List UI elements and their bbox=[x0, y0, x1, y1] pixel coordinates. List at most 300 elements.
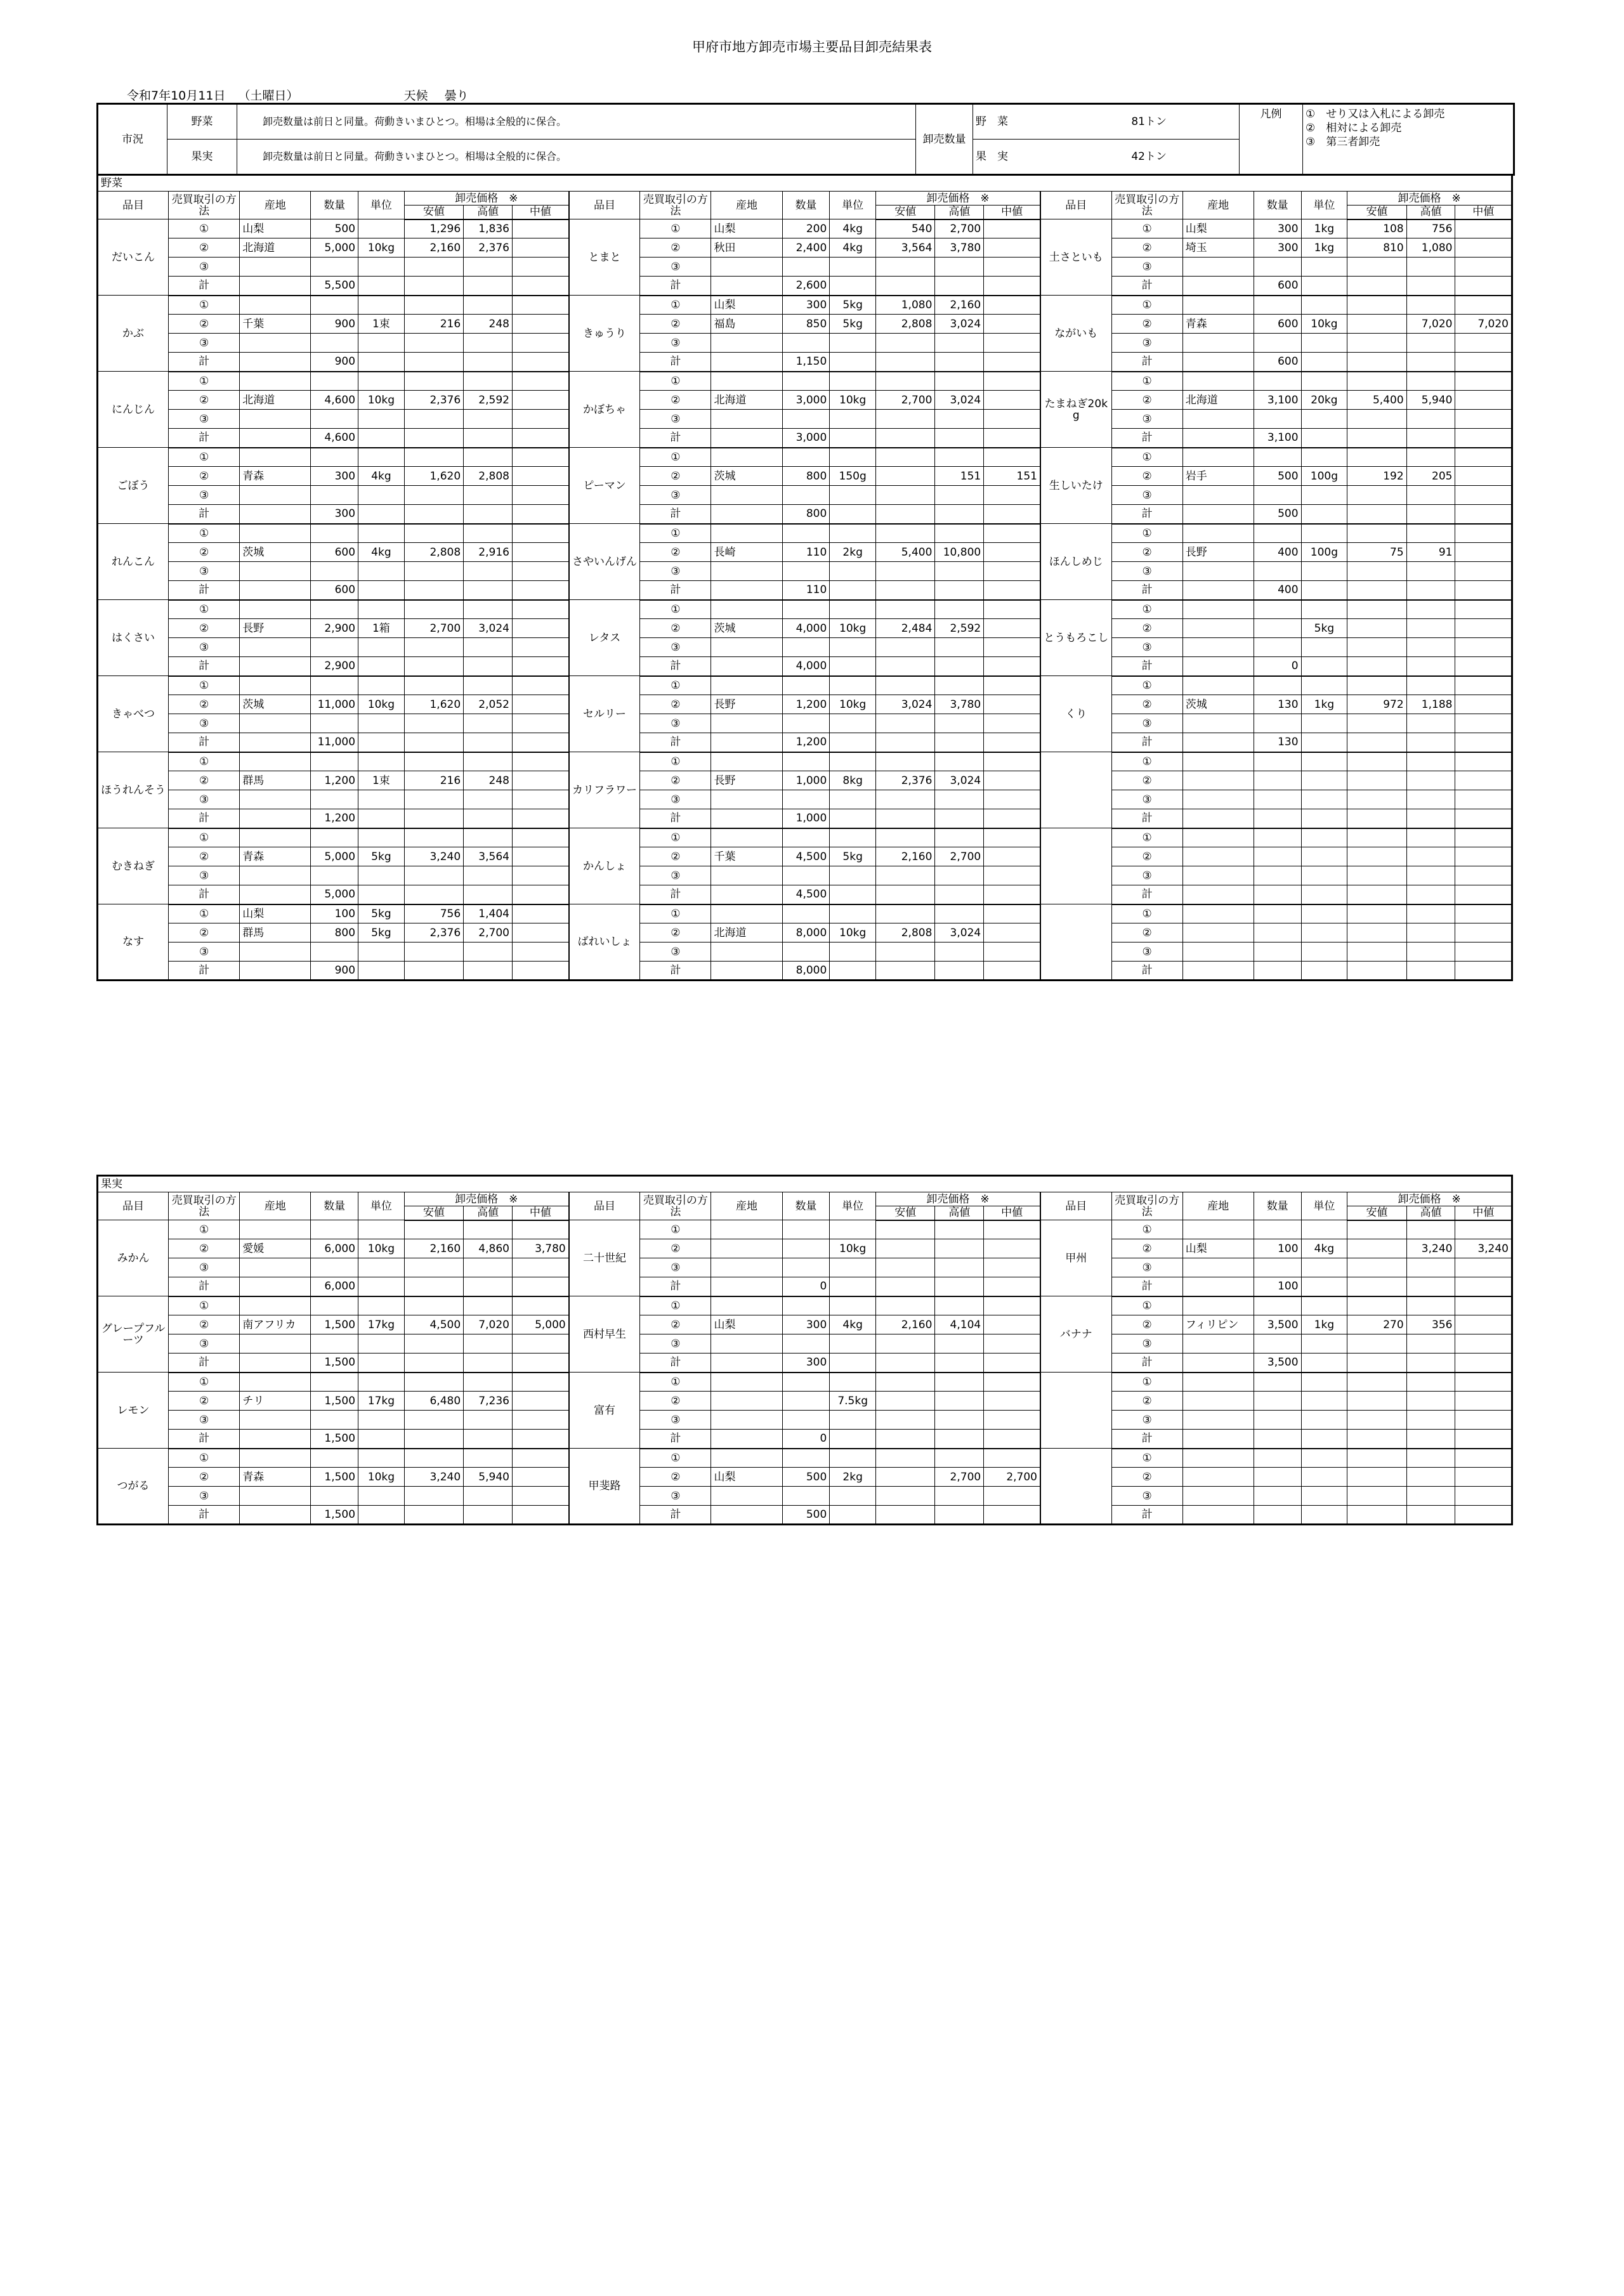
cell-method: ③ bbox=[169, 334, 240, 353]
vegetable-table bbox=[96, 174, 1513, 981]
cell-method: ② bbox=[169, 923, 240, 943]
cell-price-high bbox=[464, 1220, 513, 1239]
cell-price-high bbox=[1406, 714, 1455, 733]
cell-price-mid bbox=[984, 296, 1040, 315]
cell-price-low bbox=[875, 1258, 934, 1277]
cell-price-low bbox=[875, 1353, 934, 1373]
cell-price-mid bbox=[512, 790, 568, 809]
cell-unit bbox=[830, 277, 876, 296]
cell-price-low bbox=[1347, 752, 1406, 771]
cell-unit: 10kg bbox=[830, 923, 876, 943]
cell-unit bbox=[830, 809, 876, 828]
cell-origin: 山梨 bbox=[1182, 1239, 1254, 1258]
cell-price-low bbox=[875, 809, 934, 828]
cell-unit bbox=[1301, 676, 1347, 695]
cell-unit bbox=[830, 1258, 876, 1277]
cell-price-low bbox=[404, 372, 463, 391]
header-origin: 産地 bbox=[711, 192, 782, 219]
cell-price-low bbox=[1347, 1392, 1406, 1411]
cell-unit bbox=[1301, 1392, 1347, 1411]
cell-price-high: 2,376 bbox=[464, 238, 513, 258]
header-low: 安値 bbox=[404, 205, 463, 219]
cell-unit bbox=[830, 885, 876, 904]
cell-unit bbox=[1301, 638, 1347, 657]
cell-method: 計 bbox=[169, 885, 240, 904]
cell-price-high: 4,104 bbox=[935, 1315, 984, 1334]
cell-quantity bbox=[782, 1449, 830, 1468]
cell-method: 計 bbox=[640, 277, 711, 296]
cell-quantity: 1,500 bbox=[311, 1506, 358, 1525]
cell-origin bbox=[1182, 581, 1254, 600]
cell-unit bbox=[830, 1277, 876, 1296]
cell-origin: 茨城 bbox=[1182, 695, 1254, 714]
cell-price-mid bbox=[512, 1353, 568, 1373]
cell-price-mid bbox=[512, 866, 568, 885]
table-row bbox=[98, 1258, 1512, 1277]
cell-unit: 1kg bbox=[1301, 219, 1347, 238]
cell-unit bbox=[830, 1430, 876, 1449]
cell-method: 計 bbox=[1111, 581, 1182, 600]
cell-origin bbox=[240, 505, 311, 524]
cell-method: ③ bbox=[640, 1487, 711, 1506]
cell-unit bbox=[1301, 1334, 1347, 1353]
cell-method: ② bbox=[1111, 391, 1182, 410]
cell-quantity: 8,000 bbox=[782, 923, 830, 943]
header-origin: 産地 bbox=[240, 1192, 311, 1220]
cell-price-high bbox=[464, 752, 513, 771]
cell-origin bbox=[711, 1506, 782, 1525]
cell-unit bbox=[358, 353, 405, 372]
cell-unit bbox=[1301, 505, 1347, 524]
cell-unit: 5kg bbox=[830, 315, 876, 334]
cell-quantity: 900 bbox=[311, 315, 358, 334]
cell-origin bbox=[240, 657, 311, 676]
header-origin: 産地 bbox=[240, 192, 311, 219]
cell-price-mid bbox=[1455, 1277, 1512, 1296]
cell-price-low bbox=[404, 676, 463, 695]
cell-unit bbox=[358, 714, 405, 733]
cell-quantity bbox=[1254, 372, 1301, 391]
cell-method: ② bbox=[169, 238, 240, 258]
cell-price-high bbox=[935, 258, 984, 277]
cell-origin: 福島 bbox=[711, 315, 782, 334]
cell-method: ② bbox=[1111, 543, 1182, 562]
cell-quantity bbox=[782, 524, 830, 543]
cell-price-low bbox=[875, 904, 934, 923]
cell-price-high bbox=[1406, 1487, 1455, 1506]
cell-method: ② bbox=[1111, 695, 1182, 714]
item-name: セルリー bbox=[569, 676, 640, 752]
cell-origin: 愛媛 bbox=[240, 1239, 311, 1258]
cell-origin bbox=[240, 790, 311, 809]
cell-method: ② bbox=[1111, 467, 1182, 486]
cell-price-low bbox=[1347, 1487, 1406, 1506]
cell-origin bbox=[711, 866, 782, 885]
cell-price-high bbox=[935, 429, 984, 448]
cell-method: ③ bbox=[169, 790, 240, 809]
cell-price-high: 356 bbox=[1406, 1315, 1455, 1334]
cell-price-mid bbox=[512, 657, 568, 676]
cell-method: ③ bbox=[640, 1334, 711, 1353]
table-row bbox=[98, 828, 1512, 847]
cell-origin bbox=[711, 334, 782, 353]
header-quantity: 数量 bbox=[1254, 1192, 1301, 1220]
cell-price-low: 2,484 bbox=[875, 619, 934, 638]
cell-origin bbox=[711, 429, 782, 448]
cell-price-low: 3,564 bbox=[875, 238, 934, 258]
cell-price-mid bbox=[984, 657, 1040, 676]
cell-price-high: 7,236 bbox=[464, 1392, 513, 1411]
header-origin: 産地 bbox=[1182, 192, 1254, 219]
cell-unit: 5kg bbox=[358, 923, 405, 943]
cell-price-low bbox=[875, 1239, 934, 1258]
cell-quantity: 300 bbox=[311, 467, 358, 486]
cell-origin bbox=[240, 1411, 311, 1430]
cell-price-low bbox=[404, 866, 463, 885]
cell-unit bbox=[830, 581, 876, 600]
cell-price-mid bbox=[512, 372, 568, 391]
cell-method: ① bbox=[640, 296, 711, 315]
cell-unit bbox=[358, 809, 405, 828]
cell-price-mid bbox=[512, 238, 568, 258]
cell-price-mid bbox=[1455, 1506, 1512, 1525]
cell-price-high bbox=[464, 258, 513, 277]
cell-price-low bbox=[875, 1296, 934, 1315]
cell-price-low: 972 bbox=[1347, 695, 1406, 714]
cell-price-mid bbox=[512, 676, 568, 695]
cell-unit bbox=[1301, 1373, 1347, 1392]
section-label: 野菜 bbox=[98, 175, 1512, 192]
cell-unit bbox=[1301, 581, 1347, 600]
cell-method: ③ bbox=[169, 714, 240, 733]
cell-origin bbox=[1182, 1353, 1254, 1373]
cell-price-high bbox=[1406, 1506, 1455, 1525]
cell-price-low bbox=[875, 657, 934, 676]
cell-price-mid: 151 bbox=[984, 467, 1040, 486]
cell-price-high bbox=[1406, 828, 1455, 847]
header-quantity: 数量 bbox=[782, 192, 830, 219]
cell-quantity: 3,100 bbox=[1254, 429, 1301, 448]
cell-price-low bbox=[1347, 315, 1406, 334]
cell-origin: 長野 bbox=[711, 695, 782, 714]
table-row bbox=[98, 714, 1512, 733]
cell-quantity: 1,500 bbox=[311, 1430, 358, 1449]
cell-origin bbox=[1182, 258, 1254, 277]
cell-origin bbox=[240, 372, 311, 391]
cell-price-low bbox=[875, 600, 934, 619]
cell-origin: 北海道 bbox=[240, 391, 311, 410]
cell-price-mid bbox=[512, 733, 568, 752]
cell-price-high bbox=[464, 714, 513, 733]
cell-price-mid bbox=[1455, 1353, 1512, 1373]
cell-origin: 山梨 bbox=[240, 219, 311, 238]
cell-quantity: 4,000 bbox=[782, 619, 830, 638]
cell-price-mid bbox=[512, 1373, 568, 1392]
cell-quantity: 1,000 bbox=[782, 809, 830, 828]
cell-price-mid bbox=[984, 638, 1040, 657]
cell-price-high bbox=[1406, 1430, 1455, 1449]
item-name: グレープフルーツ bbox=[98, 1296, 169, 1373]
cell-unit bbox=[830, 410, 876, 429]
cell-origin bbox=[240, 429, 311, 448]
cell-unit bbox=[1301, 1468, 1347, 1487]
cell-price-mid bbox=[512, 1277, 568, 1296]
cell-quantity bbox=[1254, 1411, 1301, 1430]
header-low: 安値 bbox=[404, 1206, 463, 1220]
cell-origin bbox=[240, 714, 311, 733]
cell-price-low bbox=[404, 1373, 463, 1392]
cell-origin bbox=[1182, 1334, 1254, 1353]
cell-method: ③ bbox=[1111, 943, 1182, 962]
cell-method: ③ bbox=[1111, 258, 1182, 277]
cell-origin bbox=[240, 1353, 311, 1373]
cell-price-high bbox=[1406, 809, 1455, 828]
cell-origin: 茨城 bbox=[240, 695, 311, 714]
cell-method: 計 bbox=[169, 657, 240, 676]
cell-origin bbox=[711, 353, 782, 372]
cell-method: 計 bbox=[1111, 505, 1182, 524]
cell-price-mid bbox=[512, 1506, 568, 1525]
cell-quantity: 110 bbox=[782, 581, 830, 600]
cell-quantity bbox=[1254, 923, 1301, 943]
cell-price-high: 3,780 bbox=[935, 238, 984, 258]
cell-method: ③ bbox=[169, 1411, 240, 1430]
cell-price-high bbox=[935, 904, 984, 923]
table-row bbox=[98, 1239, 1512, 1258]
cell-origin: 北海道 bbox=[711, 391, 782, 410]
cell-price-low bbox=[875, 1506, 934, 1525]
cell-price-low bbox=[1347, 353, 1406, 372]
cell-price-high bbox=[1406, 619, 1455, 638]
cell-unit bbox=[358, 1353, 405, 1373]
header-method: 売買取引の方法 bbox=[169, 192, 240, 219]
cell-origin bbox=[711, 1277, 782, 1296]
cell-price-low bbox=[404, 505, 463, 524]
market-label: 市況 bbox=[98, 104, 167, 175]
cell-price-high bbox=[935, 581, 984, 600]
cell-price-low bbox=[404, 410, 463, 429]
cell-quantity bbox=[1254, 1296, 1301, 1315]
cell-quantity bbox=[311, 524, 358, 543]
cell-method: 計 bbox=[1111, 353, 1182, 372]
cell-price-low: 108 bbox=[1347, 219, 1406, 238]
cell-price-low bbox=[404, 486, 463, 505]
cell-origin bbox=[240, 524, 311, 543]
cell-price-low bbox=[875, 258, 934, 277]
legend-label: 凡例 bbox=[1240, 104, 1303, 175]
cell-quantity bbox=[311, 1334, 358, 1353]
legend-item-2: ② 相対による卸売 bbox=[1306, 122, 1402, 134]
cell-price-high bbox=[935, 1373, 984, 1392]
cell-origin: 山梨 bbox=[711, 296, 782, 315]
cell-price-mid bbox=[1455, 809, 1512, 828]
cell-unit bbox=[358, 1334, 405, 1353]
cell-quantity bbox=[1254, 1220, 1301, 1239]
cell-quantity: 100 bbox=[311, 904, 358, 923]
cell-unit bbox=[358, 733, 405, 752]
header-unit: 単位 bbox=[358, 192, 405, 219]
cell-quantity bbox=[1254, 1430, 1301, 1449]
cell-price-low bbox=[875, 638, 934, 657]
cell-method: ① bbox=[640, 1449, 711, 1468]
cell-origin bbox=[711, 733, 782, 752]
cell-unit bbox=[830, 1411, 876, 1430]
header-unit: 単位 bbox=[1301, 192, 1347, 219]
cell-unit bbox=[358, 448, 405, 467]
cell-unit bbox=[830, 962, 876, 981]
cell-quantity bbox=[311, 1220, 358, 1239]
cell-unit bbox=[358, 410, 405, 429]
cell-price-high bbox=[935, 638, 984, 657]
table-row bbox=[98, 1449, 1512, 1468]
cell-price-high bbox=[1406, 752, 1455, 771]
cell-price-mid bbox=[984, 828, 1040, 847]
cell-price-high: 3,024 bbox=[935, 315, 984, 334]
cell-price-mid bbox=[984, 847, 1040, 866]
cell-price-high bbox=[1406, 353, 1455, 372]
volume-label: 卸売数量 bbox=[916, 104, 973, 175]
market-veg-text: 卸売数量は前日と同量。荷動きいまひとつ。相場は全般的に保合。 bbox=[237, 104, 916, 140]
cell-quantity bbox=[1254, 619, 1301, 638]
cell-price-mid bbox=[984, 600, 1040, 619]
cell-price-mid bbox=[512, 809, 568, 828]
cell-unit bbox=[830, 828, 876, 847]
cell-quantity: 900 bbox=[311, 353, 358, 372]
cell-method: ③ bbox=[169, 1334, 240, 1353]
cell-quantity: 1,200 bbox=[311, 771, 358, 790]
cell-price-low: 216 bbox=[404, 771, 463, 790]
cell-price-low bbox=[875, 943, 934, 962]
cell-price-high bbox=[1406, 1220, 1455, 1239]
item-name: ごぼう bbox=[98, 448, 169, 524]
cell-origin bbox=[240, 277, 311, 296]
cell-quantity bbox=[311, 334, 358, 353]
cell-method: 計 bbox=[1111, 733, 1182, 752]
cell-price-low bbox=[404, 562, 463, 581]
cell-price-low bbox=[875, 1220, 934, 1239]
cell-price-high bbox=[935, 714, 984, 733]
header-origin: 産地 bbox=[1182, 1192, 1254, 1220]
cell-method: ② bbox=[169, 543, 240, 562]
cell-price-mid bbox=[984, 1315, 1040, 1334]
header-mid: 中値 bbox=[1455, 205, 1512, 219]
cell-method: ③ bbox=[640, 714, 711, 733]
cell-origin: 長崎 bbox=[711, 543, 782, 562]
cell-unit bbox=[1301, 1353, 1347, 1373]
cell-quantity bbox=[1254, 847, 1301, 866]
table-row bbox=[98, 238, 1512, 258]
cell-quantity bbox=[311, 676, 358, 695]
cell-unit: 100g bbox=[1301, 467, 1347, 486]
cell-unit bbox=[830, 752, 876, 771]
cell-price-mid bbox=[984, 962, 1040, 981]
cell-price-mid bbox=[1455, 1430, 1512, 1449]
cell-price-low bbox=[1347, 581, 1406, 600]
cell-price-low bbox=[875, 885, 934, 904]
cell-price-mid bbox=[984, 505, 1040, 524]
cell-unit bbox=[358, 524, 405, 543]
cell-price-high bbox=[464, 581, 513, 600]
header-price: 卸売価格 ※ bbox=[404, 192, 569, 205]
cell-unit: 7.5kg bbox=[830, 1392, 876, 1411]
table-row bbox=[98, 885, 1512, 904]
cell-quantity bbox=[1254, 676, 1301, 695]
cell-price-high: 5,940 bbox=[464, 1468, 513, 1487]
cell-unit bbox=[358, 1506, 405, 1525]
cell-price-mid bbox=[1455, 410, 1512, 429]
item-name: ばれいしょ bbox=[569, 904, 640, 981]
cell-price-mid bbox=[512, 1258, 568, 1277]
cell-unit bbox=[1301, 790, 1347, 809]
cell-price-low bbox=[1347, 962, 1406, 981]
table-row bbox=[98, 315, 1512, 334]
cell-origin: 青森 bbox=[240, 1468, 311, 1487]
cell-origin bbox=[711, 657, 782, 676]
cell-method: 計 bbox=[169, 1277, 240, 1296]
cell-method: ③ bbox=[169, 1258, 240, 1277]
cell-price-high bbox=[1406, 847, 1455, 866]
cell-method: ③ bbox=[1111, 562, 1182, 581]
cell-price-high bbox=[1406, 962, 1455, 981]
cell-quantity bbox=[311, 790, 358, 809]
cell-price-low bbox=[875, 334, 934, 353]
cell-origin bbox=[240, 1373, 311, 1392]
cell-origin bbox=[1182, 353, 1254, 372]
cell-method: ① bbox=[640, 676, 711, 695]
cell-price-low: 75 bbox=[1347, 543, 1406, 562]
cell-price-low bbox=[404, 1506, 463, 1525]
cell-origin bbox=[1182, 1449, 1254, 1468]
cell-quantity: 3,100 bbox=[1254, 391, 1301, 410]
cell-price-high: 7,020 bbox=[1406, 315, 1455, 334]
cell-quantity bbox=[1254, 943, 1301, 962]
cell-unit bbox=[358, 638, 405, 657]
cell-quantity bbox=[311, 372, 358, 391]
header-low: 安値 bbox=[875, 1206, 934, 1220]
cell-unit bbox=[830, 1296, 876, 1315]
table-row bbox=[98, 277, 1512, 296]
cell-price-mid bbox=[1455, 847, 1512, 866]
cell-price-high bbox=[1406, 866, 1455, 885]
cell-price-low bbox=[875, 733, 934, 752]
cell-price-low bbox=[1347, 1277, 1406, 1296]
cell-price-mid bbox=[984, 1487, 1040, 1506]
cell-price-low bbox=[875, 277, 934, 296]
table-row bbox=[98, 809, 1512, 828]
cell-method: 計 bbox=[640, 353, 711, 372]
cell-unit bbox=[830, 657, 876, 676]
cell-origin bbox=[1182, 657, 1254, 676]
cell-price-high: 151 bbox=[935, 467, 984, 486]
cell-quantity: 5,500 bbox=[311, 277, 358, 296]
cell-price-low bbox=[875, 1373, 934, 1392]
cell-price-high bbox=[1406, 1353, 1455, 1373]
cell-price-high bbox=[1406, 1392, 1455, 1411]
cell-price-low bbox=[1347, 1449, 1406, 1468]
cell-quantity bbox=[782, 1258, 830, 1277]
header-price: 卸売価格 ※ bbox=[404, 1192, 569, 1206]
cell-origin bbox=[1182, 1296, 1254, 1315]
cell-method: ③ bbox=[169, 1487, 240, 1506]
cell-price-high bbox=[1406, 885, 1455, 904]
cell-price-mid bbox=[984, 676, 1040, 695]
cell-method: ③ bbox=[1111, 1334, 1182, 1353]
cell-price-mid bbox=[984, 219, 1040, 238]
cell-price-high bbox=[464, 524, 513, 543]
cell-method: ① bbox=[640, 1220, 711, 1239]
cell-price-low bbox=[1347, 1411, 1406, 1430]
market-veg-label: 野菜 bbox=[167, 104, 237, 140]
